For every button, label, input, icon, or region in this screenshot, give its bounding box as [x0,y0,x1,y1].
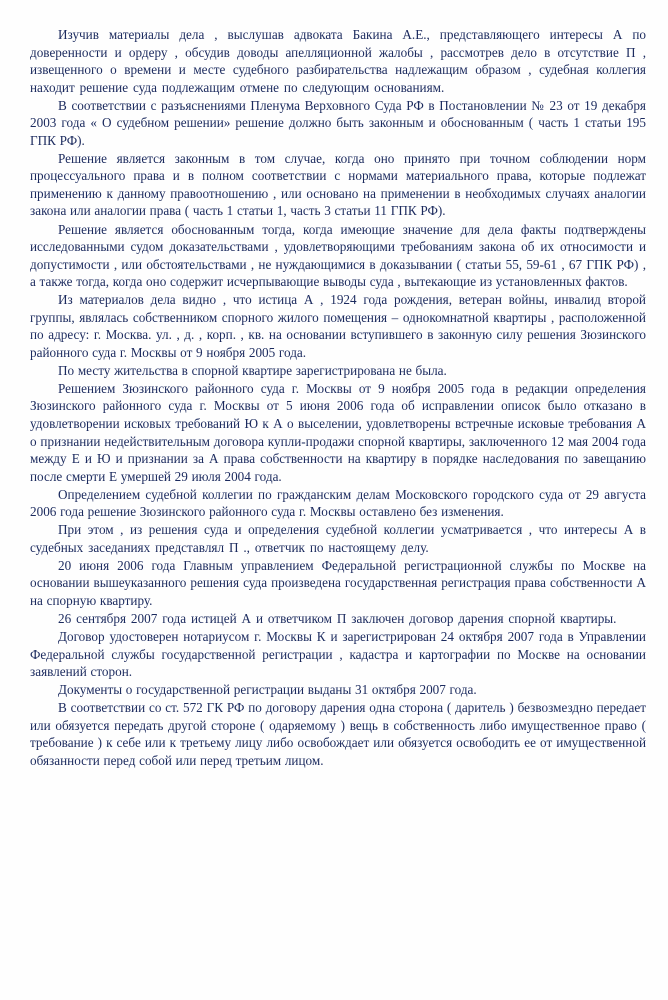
paragraph: 20 июня 2006 года Главным управлением Федеральной регистрационной службы по Москве на основании вышеуказанного решения суда произведена государственная регистрация права собственности А на спорную квартиру. [30,557,646,608]
paragraph: Решение является законным в том случае, когда оно принято при точном соблюдении норм процессуального права и в полном соответствии с нормами материального права, которые подлежат применению к данному правоотношению , или основано на применении в необходимых случаях аналогии закона или аналогии права ( часть 1 статьи 1, часть 3 статьи 11 ГПК РФ). [30,150,646,219]
paragraph: При этом , из решения суда и определения судебной коллегии усматривается , что интересы А в судебных заседаниях представлял П ., ответчик по настоящему делу. [30,522,646,555]
paragraph: Договор удостоверен нотариусом г. Москвы К и зарегистрирован 24 октября 2007 года в Управлении Федеральной службы государственной регистрации , кадастра и картографии по Москве на основании заявлений сторон. [30,629,646,680]
paragraph: В соответствии со ст. 572 ГК РФ по договору дарения одна сторона ( даритель ) безвозмездно передает или обязуется передать другой стороне ( одаряемому ) вещь в собственность либо имущественное право ( требование ) к себе или к третьему лицу либо освобождает или обязуется освободить ее от имущественной обязанности перед собой или перед третьим лицом. [30,700,646,768]
paragraph: По месту жительства в спорной квартире зарегистрирована не была. [58,362,447,378]
paragraph: Решение является обоснованным тогда, когда имеющие значение для дела факты подтверждены исследованными судом доказательствами , удовлетворяющими требованиям закона об их относимости и допустимости , или обстоятельствами , не нуждающимися в доказывании ( статьи 55, 59-61 , 67 ГПК РФ) , а также тогда, когда оно содержит исчерпывающие выводы суда , вытекающие из установленных фактов. [30,221,646,290]
paragraph: 26 сентября 2007 года истицей А и ответчиком П заключен договор дарения спорной квартиры. [58,611,617,627]
document-body [30,26,646,769]
paragraph: Решением Зюзинского районного суда г. Москвы от 9 ноября 2005 года в редакции определения Зюзинского районного суда г. Москвы от 5 июня 2006 года об исправлении описок было отказано в удовлетворении исковых требований Ю к А о выселении, удовлетворены встречные исковые требования А о признании недействительным договора купли-продажи спорной квартиры, заключенного 12 мая 2004 года между Е и Ю и признании за А права собственности на квартиру в порядке наследования по завещанию после смерти Е умершей 29 июля 2004 года. [30,380,646,484]
paragraph: Из материалов дела видно , что истица А , 1924 года рождения, ветеран войны, инвалид второй группы, являлась собственником спорного жилого помещения – однокомнатной квартиры , расположенной по адресу: г. Москва. ул. , д. , корп. , кв. на основании вступившего в законную силу решения Зюзинского районного суда г. Москвы от 9 ноября 2005 года. [30,292,646,360]
paragraph: Изучив материалы дела , выслушав адвоката Бакина А.Е., представляющего интересы А по доверенности и ордеру , обсудив доводы апелляционной жалобы , рассмотрев дело в отсутствие П , извещенного о времени и месте судебного разбирательства надлежащим образом , судебная коллегия находит решение суда подлежащим отмене по следующим основаниям. [30,27,646,95]
paragraph: Определением судебной коллегии по гражданским делам Московского городского суда от 29 августа 2006 года решение Зюзинского районного суда г. Москвы оставлено без изменения. [30,486,646,520]
paragraph: Документы о государственной регистрации выданы 31 октября 2007 года. [58,682,477,698]
paragraph: В соответствии с разъяснениями Пленума Верховного Суда РФ в Постановлении № 23 от 19 декабря 2003 года « О судебном решении» решение должно быть законным и обоснованным ( часть 1 статьи 195 ГПК РФ). [30,97,646,148]
